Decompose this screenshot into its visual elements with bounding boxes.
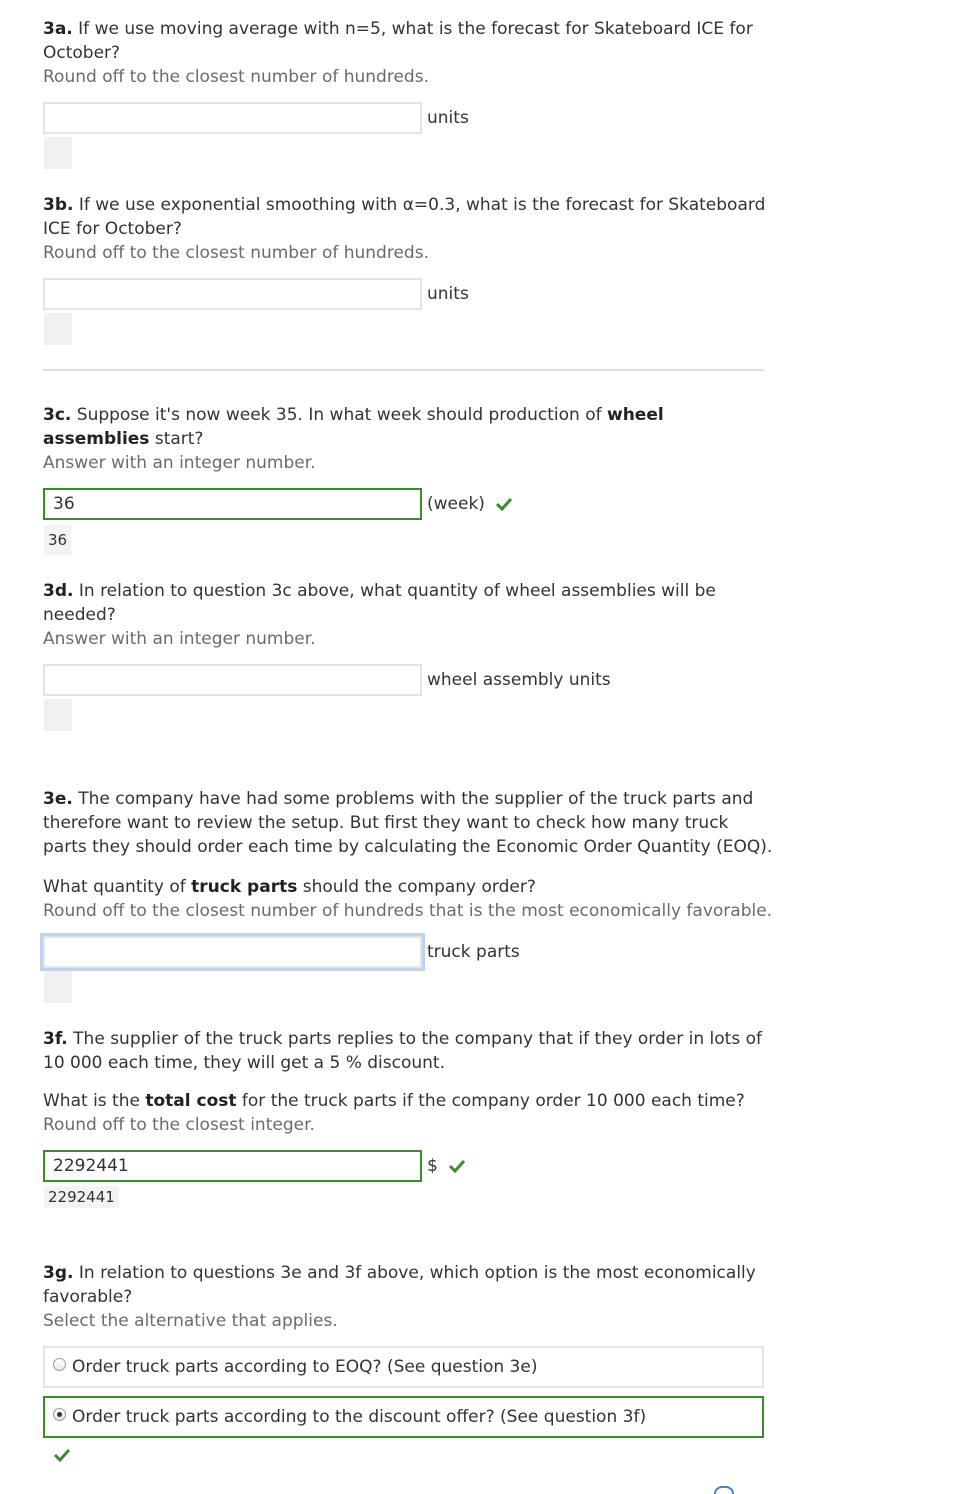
question-3f-hint: Round off to the closest integer. bbox=[43, 1115, 315, 1135]
question-3a-text: 3a. If we use moving average with n=5, what is the forecast for Skateboard ICE for October? bbox=[43, 19, 753, 63]
question-3g-option-discount[interactable] bbox=[43, 1396, 764, 1438]
question-3d-text: 3d. In relation to question 3c above, what quantity of wheel assemblies will be needed? bbox=[43, 581, 716, 625]
question-3b-input[interactable] bbox=[43, 278, 422, 310]
option-label: Order truck parts according to the discount offer? (See question 3f) bbox=[72, 1407, 647, 1427]
question-3f-input[interactable] bbox=[43, 1150, 422, 1182]
question-3f-feedback-value: 2292441 bbox=[44, 1186, 119, 1208]
question-3d bbox=[43, 579, 773, 651]
question-3c-hint: Answer with an integer number. bbox=[43, 453, 316, 473]
question-3g bbox=[43, 1261, 773, 1333]
question-3c-answer-row bbox=[43, 488, 513, 520]
question-3c-text: 3c. Suppose it's now week 35. In what week should production of wheel assemblies start? bbox=[43, 405, 664, 449]
question-3c bbox=[43, 403, 773, 475]
question-3c-input[interactable] bbox=[43, 488, 422, 520]
question-3f bbox=[43, 1027, 773, 1137]
question-3a-feedback bbox=[44, 137, 72, 169]
question-3e bbox=[43, 787, 773, 923]
question-3f-label: 3f. bbox=[43, 1029, 68, 1049]
question-3b-hint: Round off to the closest number of hundreds. bbox=[43, 243, 429, 263]
radio-button-selected[interactable] bbox=[53, 1408, 66, 1421]
question-3e-hint: Round off to the closest number of hundreds that is the most economically favorable. bbox=[43, 901, 773, 921]
question-3f-text: 3f. The supplier of the truck parts replies to the company that if they order in lots of 10 000 each time, they will get a 5 % discount. bbox=[43, 1029, 762, 1073]
question-3d-input[interactable] bbox=[43, 664, 422, 696]
question-3d-feedback bbox=[44, 699, 72, 731]
question-3e-feedback bbox=[44, 971, 72, 1003]
question-3a-answer-row bbox=[43, 102, 469, 134]
question-3b bbox=[43, 193, 773, 265]
question-3e-question: What quantity of truck parts should the company order? bbox=[43, 877, 536, 897]
check-icon bbox=[53, 1448, 71, 1462]
question-3b-label: 3b. bbox=[43, 195, 74, 215]
question-3e-label: 3e. bbox=[43, 789, 73, 809]
question-3d-unit: wheel assembly units bbox=[427, 670, 611, 690]
question-3a-unit: units bbox=[427, 108, 469, 128]
question-3b-feedback bbox=[44, 313, 72, 345]
question-3a-hint: Round off to the closest number of hundreds. bbox=[43, 67, 429, 87]
question-3e-text: 3e. The company have had some problems with the supplier of the truck parts and therefore want to review the setup. But first they want to check how many truck parts they should order each time by calculating the Economic Order Quantity (EOQ). bbox=[43, 789, 773, 857]
option-label: Order truck parts according to EOQ? (See question 3e) bbox=[72, 1357, 538, 1377]
question-3e-answer-row bbox=[43, 936, 520, 968]
question-3f-unit: $ bbox=[427, 1156, 438, 1176]
question-3b-text: 3b. If we use exponential smoothing with α=0.3, what is the forecast for Skateboard ICE for October? bbox=[43, 195, 766, 239]
question-3g-text: 3g. In relation to questions 3e and 3f above, which option is the most economically favorable? bbox=[43, 1263, 756, 1307]
question-3c-label: 3c. bbox=[43, 405, 72, 425]
check-icon bbox=[495, 497, 513, 511]
question-3g-label: 3g. bbox=[43, 1263, 74, 1283]
question-3f-question: What is the total cost for the truck parts if the company order 10 000 each time? bbox=[43, 1091, 745, 1111]
section-divider bbox=[43, 369, 764, 371]
question-3d-label: 3d. bbox=[43, 581, 74, 601]
question-3c-unit: (week) bbox=[427, 494, 485, 514]
question-3f-answer-row bbox=[43, 1150, 466, 1182]
help-icon[interactable] bbox=[714, 1486, 734, 1494]
question-3a-label: 3a. bbox=[43, 19, 73, 39]
question-3e-input[interactable] bbox=[43, 936, 422, 968]
question-3e-unit: truck parts bbox=[427, 942, 520, 962]
question-3d-hint: Answer with an integer number. bbox=[43, 629, 316, 649]
question-3a-input[interactable] bbox=[43, 102, 422, 134]
question-3b-answer-row bbox=[43, 278, 469, 310]
question-3d-answer-row bbox=[43, 664, 611, 696]
radio-button[interactable] bbox=[53, 1358, 66, 1371]
question-3a bbox=[43, 17, 773, 89]
check-icon bbox=[448, 1159, 466, 1173]
question-3g-hint: Select the alternative that applies. bbox=[43, 1311, 338, 1331]
question-3c-feedback-value: 36 bbox=[44, 525, 71, 555]
question-3g-option-eoq[interactable] bbox=[43, 1346, 764, 1388]
question-3b-unit: units bbox=[427, 284, 469, 304]
